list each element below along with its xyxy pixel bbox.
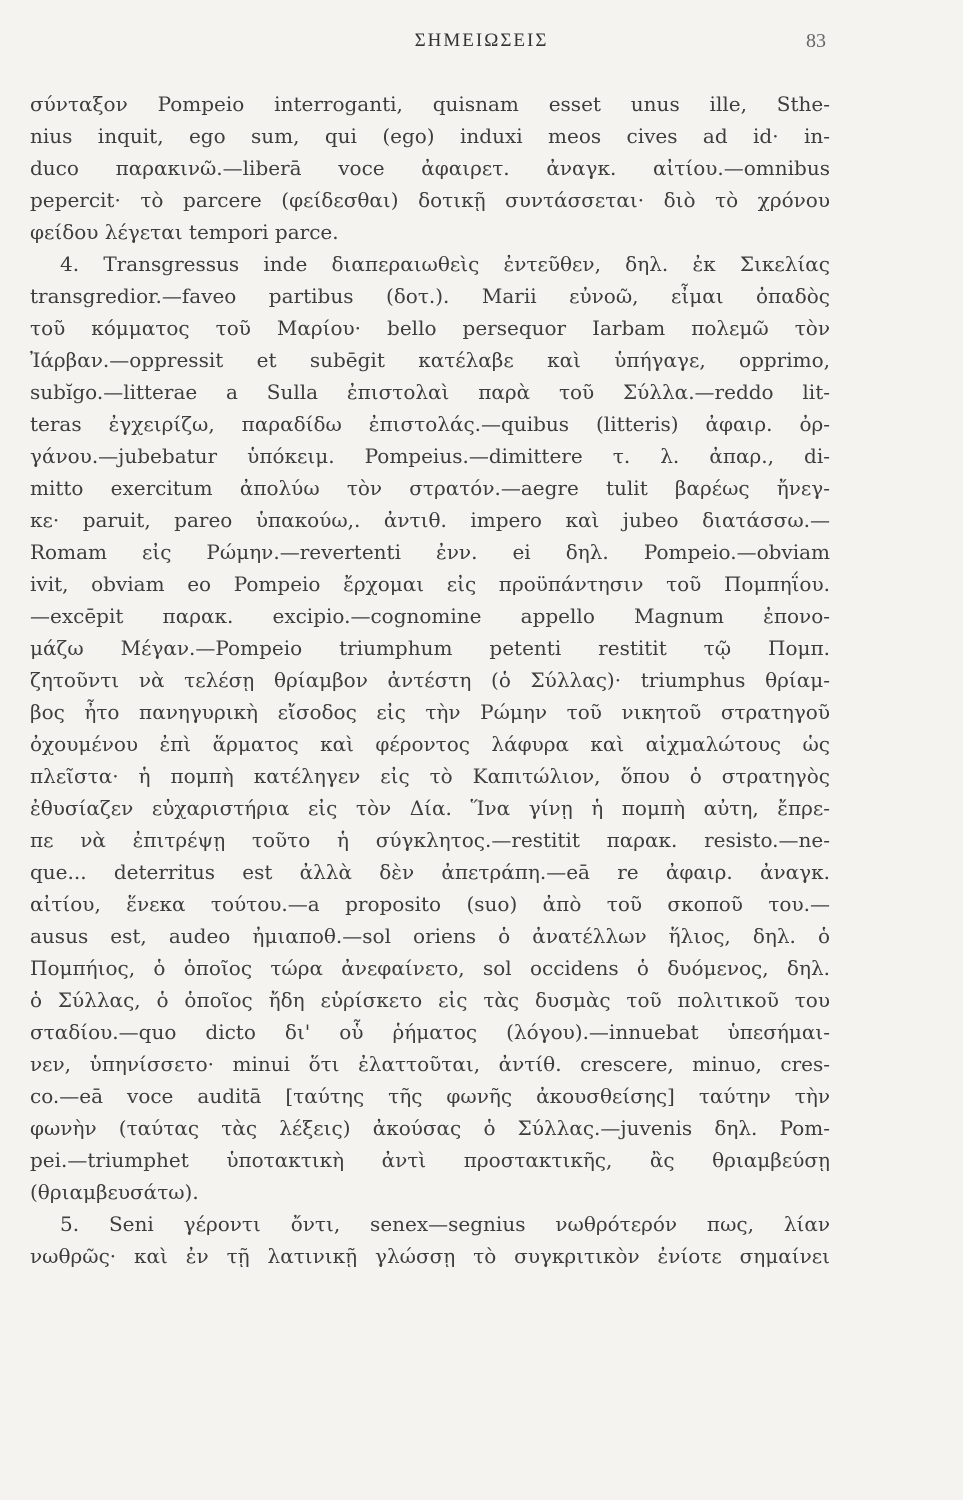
text-line: ἐθυσίαζεν εὐχαριστήρια εἰς τὸν Δία. Ἵνα γίνῃ ἡ πομπὴ αὐτη, ἔπρε- — [30, 796, 830, 820]
text-line: ὀχουμένου ἐπὶ ἅρματος καὶ φέροντος λάφυρα καὶ αἰχμαλώτους ὡς — [30, 732, 830, 756]
running-head — [0, 30, 963, 60]
text-line: πε νὰ ἐπιτρέψῃ τοῦτο ἡ σύγκλητος.—restitit παρακ. resisto.—ne- — [30, 828, 830, 852]
text-line: γάνου.—jubebatur ὑπόκειμ. Pompeius.—dimittere τ. λ. ἀπαρ., di- — [30, 444, 830, 468]
text-line: (θριαμβευσάτω). — [30, 1180, 199, 1204]
text-line: ζητοῦντι νὰ τελέσῃ θρίαμβον ἀντέστη (ὁ Σύλλας)· triumphus θρίαμ- — [30, 668, 830, 692]
text-line: αἰτίου, ἕνεκα τούτου.—a proposito (suo) ἀπὸ τοῦ σκοποῦ του.— — [30, 892, 830, 916]
text-line: φωνὴν (ταύτας τὰς λέξεις) ἀκούσας ὁ Σύλλας.—juvenis δηλ. Pom- — [30, 1116, 830, 1140]
text-line: 5. Seni γέροντι ὄντι, senex—segnius νωθρότερόν πως, λίαν — [60, 1212, 830, 1236]
text-line: φείδου λέγεται tempori parce. — [30, 220, 339, 244]
text-line: Ἰάρβαν.—oppressit et subēgit κατέλαβε καὶ ὑπήγαγε, opprimo, — [30, 348, 830, 372]
text-line: subĭgo.—litterae a Sulla ἐπιστολαὶ παρὰ τοῦ Σύλλα.—reddo lit- — [30, 380, 830, 404]
text-line: teras ἐγχειρίζω, παραδίδω ἐπιστολάς.—quibus (litteris) ἀφαιρ. ὀρ- — [30, 412, 830, 436]
text-line: co.—eā voce auditā [ταύτης τῆς φωνῆς ἀκουσθείσης] ταύτην τὴν — [30, 1084, 830, 1108]
text-line: σταδίου.—quo dicto δι' οὗ ῥήματος (λόγου).—innuebat ὑπεσήμαι- — [30, 1020, 830, 1044]
text-line: —excēpit παρακ. excipio.—cognomine appello Magnum ἐπονο- — [30, 604, 830, 628]
text-line: transgredior.—faveo partibus (δοτ.). Marii εὐνοῶ, εἶμαι ὀπαδὸς — [30, 284, 830, 308]
text-line: τοῦ κόμματος τοῦ Μαρίου· bello persequor Iarbam πολεμῶ τὸν — [30, 316, 830, 340]
text-line: σύνταξον Pompeio interroganti, quisnam esset unus ille, Sthe- — [30, 92, 830, 116]
page-number: 83 — [806, 30, 826, 52]
text-line: ὁ Σύλλας, ὁ ὁποῖος ἤδη εὑρίσκετο εἰς τὰς δυσμὰς τοῦ πολιτικοῦ του — [30, 988, 830, 1012]
text-line: νεν, ὑπηνίσσετο· minui ὅτι ἐλαττοῦται, ἀντίθ. crescere, minuo, cres- — [30, 1052, 830, 1076]
text-line: νωθρῶς· καὶ ἐν τῇ λατινικῇ γλώσσῃ τὸ συγκριτικὸν ἐνίοτε σημαίνει — [30, 1244, 830, 1268]
text-line: Romam εἰς Ρώμην.—revertenti ἐνν. ei δηλ. Pompeio.—obviam — [30, 540, 830, 564]
text-line: mitto exercitum ἀπολύω τὸν στρατόν.—aegre tulit βαρέως ἤνεγ- — [30, 476, 830, 500]
text-line: Πομπήιος, ὁ ὁποῖος τώρα ἀνεφαίνετο, sol occidens ὁ δυόμενος, δηλ. — [30, 956, 830, 980]
text-line: πλεῖστα· ἡ πομπὴ κατέληγεν εἰς τὸ Καπιτώλιον, ὅπου ὁ στρατηγὸς — [30, 764, 830, 788]
text-line: duco παρακινῶ.—liberā voce ἀφαιρετ. ἀναγκ. αἰτίου.—omnibus — [30, 156, 830, 180]
text-line: pepercit· τὸ parcere (φείδεσθαι) δοτικῇ συντάσσεται· διὸ τὸ χρόνου — [30, 188, 830, 212]
text-line: ausus est, audeo ἠμιαποθ.—sol oriens ὁ ἀνατέλλων ἥλιος, δηλ. ὁ — [30, 924, 830, 948]
running-title: ΣΗΜΕΙΩΣΕΙΣ — [414, 30, 549, 51]
text-line: que... deterritus est ἀλλὰ δὲν ἀπετράπη.—eā re ἀφαιρ. ἀναγκ. — [30, 860, 830, 884]
text-line: nius inquit, ego sum, qui (ego) induxi meos cives ad id· in- — [30, 124, 830, 148]
text-line: pei.—triumphet ὑποτακτικὴ ἀντὶ προστακτικῆς, ἂς θριαμβεύσῃ — [30, 1148, 830, 1172]
text-line: ivit, obviam eo Pompeio ἔρχομαι εἰς προϋπάντησιν τοῦ Πομπηΐου. — [30, 572, 830, 596]
text-line: μάζω Μέγαν.—Pompeio triumphum petenti restitit τῷ Πομπ. — [30, 636, 830, 660]
text-line: 4. Transgressus inde διαπεραιωθεὶς ἐντεῦθεν, δηλ. ἐκ Σικελίας — [60, 252, 830, 276]
text-line: βος ἦτο πανηγυρικὴ εἴσοδος εἰς τὴν Ρώμην τοῦ νικητοῦ στρατηγοῦ — [30, 700, 830, 724]
text-line: κε· paruit, pareo ὑπακούω,. ἀντιθ. impero καὶ jubeo διατάσσω.— — [30, 508, 830, 532]
body-text — [30, 88, 830, 1272]
